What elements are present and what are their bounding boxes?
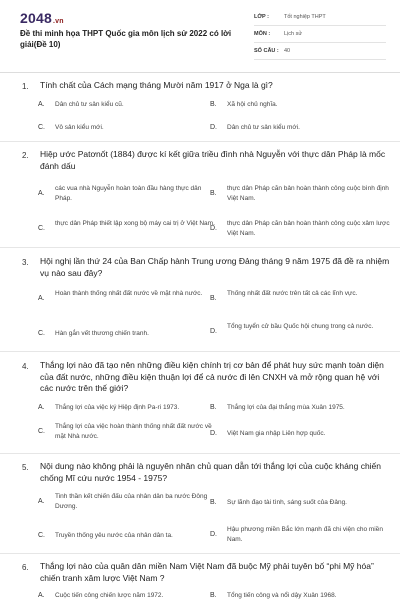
meta-row-count (254, 43, 386, 60)
option-c[interactable] (38, 219, 220, 232)
option-letter: B. (210, 101, 217, 108)
meta-label: LỚP : (254, 14, 269, 20)
meta-value: Lịch sử (284, 31, 303, 37)
question-divider (0, 351, 400, 352)
meta-value: Tốt nghiệp THPT (284, 14, 326, 20)
option-a[interactable] (38, 492, 220, 512)
option-letter: A. (38, 592, 45, 599)
option-letter: B. (210, 499, 217, 506)
option-a[interactable] (38, 289, 220, 302)
option-text: Việt Nam gia nhập Liên hợp quốc. (227, 430, 326, 437)
question-number: 3. (22, 258, 29, 267)
option-letter: C. (38, 124, 45, 131)
meta-value: 40 (284, 48, 291, 54)
option-text: Thống nhất đất nước trên tất cả các lĩnh vực. (227, 290, 358, 297)
question-text: Tính chất của Cách mạng tháng Mười năm 1917 ở Nga là gì? (40, 80, 273, 90)
question-divider (0, 141, 400, 142)
option-text: Sự lãnh đạo tài tình, sáng suốt của Đảng. (227, 499, 347, 506)
question-number: 6. (22, 563, 29, 572)
option-d[interactable] (210, 219, 392, 239)
option-text: Thắng lợi của đại thắng mùa Xuân 1975. (227, 404, 345, 411)
option-text: Cuộc tiến công chiến lược năm 1972. (55, 592, 164, 599)
meta-row-subject (254, 26, 386, 43)
option-letter: A. (38, 190, 45, 197)
option-letter: C. (38, 428, 45, 435)
meta-label: MÔN : (254, 31, 271, 37)
option-a[interactable] (38, 591, 220, 600)
option-a[interactable] (38, 184, 220, 204)
option-letter: D. (210, 225, 217, 232)
option-text: Dân chủ tư sản kiểu mới. (227, 124, 300, 131)
question-number: 5. (22, 463, 29, 472)
option-text: thực dân Pháp thiết lập xong bộ máy cai trị ở Việt Nam. (55, 220, 215, 227)
question-text: Hiệp ước Patơnốt (1884) được kí kết giữa triều đình nhà Nguyễn với thực dân Pháp là mốc đánh dấu (40, 149, 386, 171)
option-letter: D. (210, 124, 217, 131)
option-text: Tổng tiến công và nổi dậy Xuân 1968. (227, 592, 337, 599)
option-text: Dân chủ tư sản kiểu cũ. (55, 101, 124, 108)
site-logo[interactable] (20, 10, 64, 26)
option-text: Xã hội chủ nghĩa. (227, 101, 278, 108)
option-b[interactable] (210, 591, 392, 600)
logo-suffix: .vn (52, 18, 64, 25)
option-letter: B. (210, 404, 217, 411)
option-a[interactable] (38, 403, 220, 413)
option-letter: B. (210, 592, 217, 599)
document-title: Đề thi minh họa THPT Quốc gia môn lịch sử 2022 có lời giải(Đề 10) (20, 29, 232, 49)
document-header (0, 0, 400, 66)
option-letter: C. (38, 330, 45, 337)
option-b[interactable] (210, 184, 392, 204)
option-text: Thắng lợi của việc ký Hiệp định Pa-ri 1973. (55, 404, 180, 411)
option-letter: A. (38, 404, 45, 411)
option-b[interactable] (210, 403, 392, 413)
option-text: Truyền thống yêu nước của nhân dân ta. (55, 532, 173, 539)
question-divider (0, 453, 400, 454)
option-text: Vô sản kiểu mới. (55, 124, 104, 131)
option-d[interactable] (210, 429, 392, 439)
option-text: thực dân Pháp căn bản hoàn thành công cuộc bình định Việt Nam. (227, 185, 389, 202)
question-divider (0, 553, 400, 554)
option-letter: A. (38, 498, 45, 505)
option-b[interactable] (210, 100, 392, 110)
option-b[interactable] (210, 498, 392, 508)
option-c[interactable] (38, 123, 220, 133)
option-text: thực dân Pháp căn bản hoàn thành công cuộc xâm lược Việt Nam. (227, 220, 390, 237)
option-d[interactable] (210, 525, 392, 545)
option-text: Hoàn thành thống nhất đất nước về mặt nhà nước. (55, 290, 203, 297)
option-text: Hậu phương miền Bắc lớn mạnh đã chi viện cho miền Nam. (227, 526, 383, 543)
question-divider (0, 247, 400, 248)
logo-text: 2048 (20, 10, 52, 26)
option-text: Thắng lợi của việc hoàn thành thống nhất đất nước về mặt Nhà nước. (55, 423, 212, 440)
option-a[interactable] (38, 100, 220, 110)
question-text: Thắng lợi nào đã tạo nên những điều kiện chính trị cơ bản để phát huy sức mạnh toàn diện của đất nước, những điều kiện thuận lợi để cả nước đi lên CNXH và mở rộng quan hệ với các nước trên thế giới? (40, 360, 384, 393)
option-letter: A. (38, 295, 45, 302)
question-text: Thắng lợi nào của quân dân miền Nam Việt Nam đã buộc Mỹ phải tuyên bố “phi Mỹ hóa” chiến tranh xâm lược Việt Nam ? (40, 561, 374, 583)
option-b[interactable] (210, 289, 392, 302)
option-letter: A. (38, 101, 45, 108)
option-c[interactable] (38, 422, 220, 442)
question-text: Hội nghị lần thứ 24 của Ban Chấp hành Trung ương Đảng tháng 9 năm 1975 đã đề ra nhiệm vụ nào sau đây? (40, 256, 390, 278)
option-text: Tinh thần kết chiến đấu của nhân dân ba nước Đông Dương. (55, 493, 208, 510)
option-d[interactable] (210, 322, 392, 335)
option-c[interactable] (38, 531, 220, 541)
question-number: 1. (22, 82, 29, 91)
question-number: 4. (22, 362, 29, 371)
option-letter: D. (210, 430, 217, 437)
meta-row-class (254, 9, 386, 26)
option-letter: B. (210, 190, 217, 197)
option-letter: D. (210, 328, 217, 335)
question-text: Nội dung nào không phải là nguyên nhân chủ quan dẫn tới thắng lợi của cuộc kháng chiến chống Mĩ cứu nước 1954 - 1975? (40, 461, 382, 483)
option-c[interactable] (38, 329, 220, 339)
option-letter: C. (38, 532, 45, 539)
option-letter: B. (210, 295, 217, 302)
option-text: các vua nhà Nguyễn hoàn toàn đầu hàng thực dân Pháp. (55, 185, 202, 202)
option-letter: C. (38, 225, 45, 232)
meta-label: SỐ CÂU : (254, 48, 279, 54)
meta-table (254, 9, 386, 60)
header-divider (0, 72, 400, 73)
option-text: Hàn gắn vết thương chiến tranh. (55, 330, 149, 337)
option-letter: D. (210, 531, 217, 538)
option-d[interactable] (210, 123, 392, 133)
option-text: Tổng tuyển cử bầu Quốc hội chung trong cả nước. (227, 323, 374, 330)
question-number: 2. (22, 151, 29, 160)
